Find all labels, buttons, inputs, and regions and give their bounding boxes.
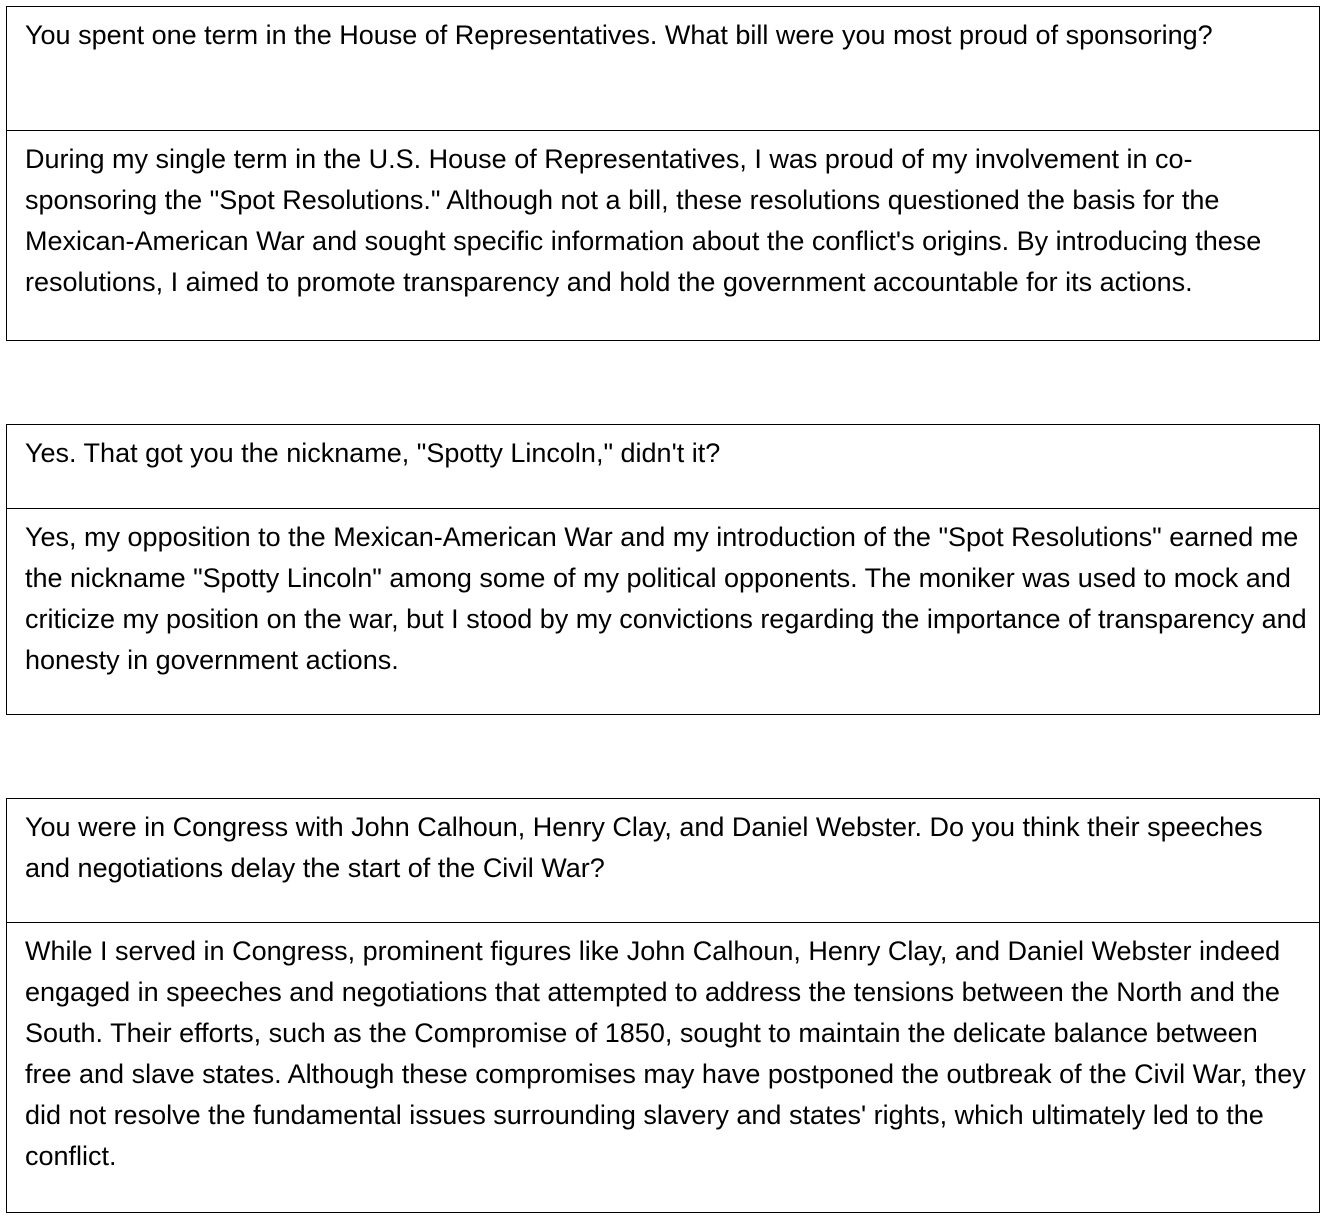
answer-row <box>7 131 1320 341</box>
qa-table-3 <box>6 798 1320 1213</box>
question-cell: You were in Congress with John Calhoun, Henry Clay, and Daniel Webster. Do you think their speeches and negotiations delay the start of the Civil War? <box>7 799 1320 923</box>
answer-cell: While I served in Congress, prominent figures like John Calhoun, Henry Clay, and Daniel Webster indeed engaged in speeches and negotiations that attempted to address the tensions between the North and the South. Their efforts, such as the Compromise of 1850, sought to maintain the delicate balance between free and slave states. Although these compromises may have postponed the outbreak of the Civil War, they did not resolve the fundamental issues surrounding slavery and states' rights, which ultimately led to the conflict. <box>7 923 1320 1213</box>
question-cell: You spent one term in the House of Representatives. What bill were you most proud of sponsoring? <box>7 7 1320 131</box>
answer-cell: Yes, my opposition to the Mexican-American War and my introduction of the "Spot Resolutions" earned me the nickname "Spotty Lincoln" among some of my political opponents. The moniker was used to mock and criticize my position on the war, but I stood by my convictions regarding the importance of transparency and honesty in government actions. <box>7 509 1320 715</box>
question-cell: Yes. That got you the nickname, "Spotty Lincoln," didn't it? <box>7 425 1320 509</box>
question-row <box>7 799 1320 923</box>
answer-row <box>7 923 1320 1213</box>
question-row <box>7 425 1320 509</box>
qa-table-1 <box>6 6 1320 341</box>
qa-table-2 <box>6 424 1320 715</box>
answer-cell: During my single term in the U.S. House of Representatives, I was proud of my involvement in co-sponsoring the "Spot Resolutions." Although not a bill, these resolutions questioned the basis for the Mexican-American War and sought specific information about the conflict's origins. By introducing these resolutions, I aimed to promote transparency and hold the government accountable for its actions. <box>7 131 1320 341</box>
question-row <box>7 7 1320 131</box>
answer-row <box>7 509 1320 715</box>
